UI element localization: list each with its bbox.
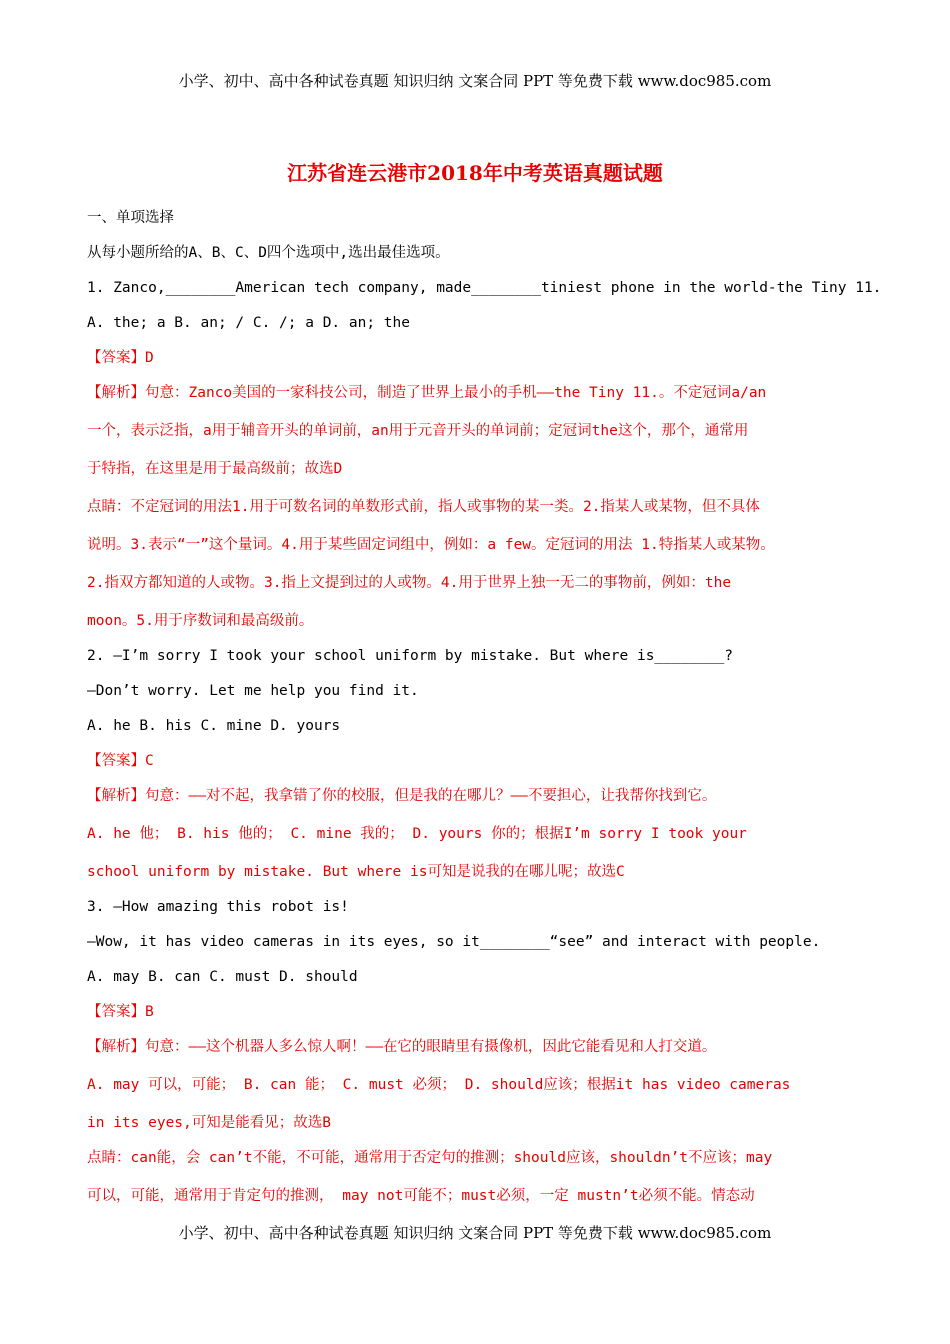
page-title: 江苏省连云港市2018年中考英语真题试题 [287,161,663,185]
text-line: 从每小题所给的A、B、C、D四个选项中,选出最佳选项。 [87,245,450,261]
text-line: 一、单项选择 [87,210,174,226]
text-line: 可以，可能，通常用于肯定句的推测， may not可能不；must必须，一定 mustn’t必须不能。情态动 [87,1188,755,1204]
text-line: 2. —I’m sorry I took your school uniform by mistake. But where is________? [87,648,734,664]
text-line: 【答案】D [87,350,154,366]
text-line: 点睛：不定冠词的用法1.用于可数名词的单数形式前，指人或事物的某一类。2.指某人或某物，但不具体 [87,499,760,515]
document-body [87,206,882,1219]
text-line: in its eyes,可知是能看见；故选B [87,1115,331,1131]
text-line: A. he 他； B. his 他的； C. mine 我的； D. yours 你的；根据I’m sorry I took your [87,826,747,842]
text-line: 2.指双方都知道的人或物。3.指上文提到过的人或物。4.用于世界上独一无二的事物前，例如：the [87,575,732,591]
text-line: 3. —How amazing this robot is! [87,899,349,915]
text-line: 【解析】句意：——这个机器人多么惊人啊！——在它的眼睛里有摄像机，因此它能看见和人打交道。 [87,1039,717,1055]
text-line: 【解析】句意：Zanco美国的一家科技公司，制造了世界上最小的手机——the Tiny 11.。不定冠词a/an [87,385,767,401]
text-line: A. may 可以，可能； B. can 能； C. must 必须； D. should应该；根据it has video cameras [87,1077,791,1093]
text-line: —Don’t worry. Let me help you find it. [87,683,419,699]
text-line: moon。5.用于序数词和最高级前。 [87,613,314,629]
text-line: A. the; a B. an; / C. /; a D. an; the [87,315,411,331]
text-line: 一个，表示泛指，a用于辅音开头的单词前，an用于元音开头的单词前；定冠词the这个，那个，通常用 [87,423,749,439]
page-header: 小学、初中、高中各种试卷真题 知识归纳 文案合同 PPT 等免费下载 www.doc985.com [178,72,772,90]
text-line: A. may B. can C. must D. should [87,969,358,985]
text-line: 说明。3.表示“一”这个量词。4.用于某些固定词组中，例如：a few。定冠词的用法 1.特指某人或某物。 [87,537,775,553]
text-line: A. he B. his C. mine D. yours [87,718,341,734]
text-line: 1. Zanco,________American tech company, made________tiniest phone in the world-the Tiny 11. [87,280,882,296]
text-line: 【解析】句意：——对不起，我拿错了你的校服，但是我的在哪儿？——不要担心，让我帮你找到它。 [87,788,717,804]
text-line: 于特指，在这里是用于最高级前；故选D [87,461,343,477]
page-footer: 小学、初中、高中各种试卷真题 知识归纳 文案合同 PPT 等免费下载 www.doc985.com [178,1224,772,1242]
text-line: 【答案】B [87,1004,154,1020]
text-line: 点睛：can能，会 can’t不能，不可能，通常用于否定句的推测；should应该，shouldn’t不应该；may [87,1150,773,1166]
text-line: 【答案】C [87,753,154,769]
text-line: —Wow, it has video cameras in its eyes, so it________“see” and interact with people. [87,934,821,950]
text-line: school uniform by mistake. But where is可知是说我的在哪儿呢；故选C [87,864,625,880]
